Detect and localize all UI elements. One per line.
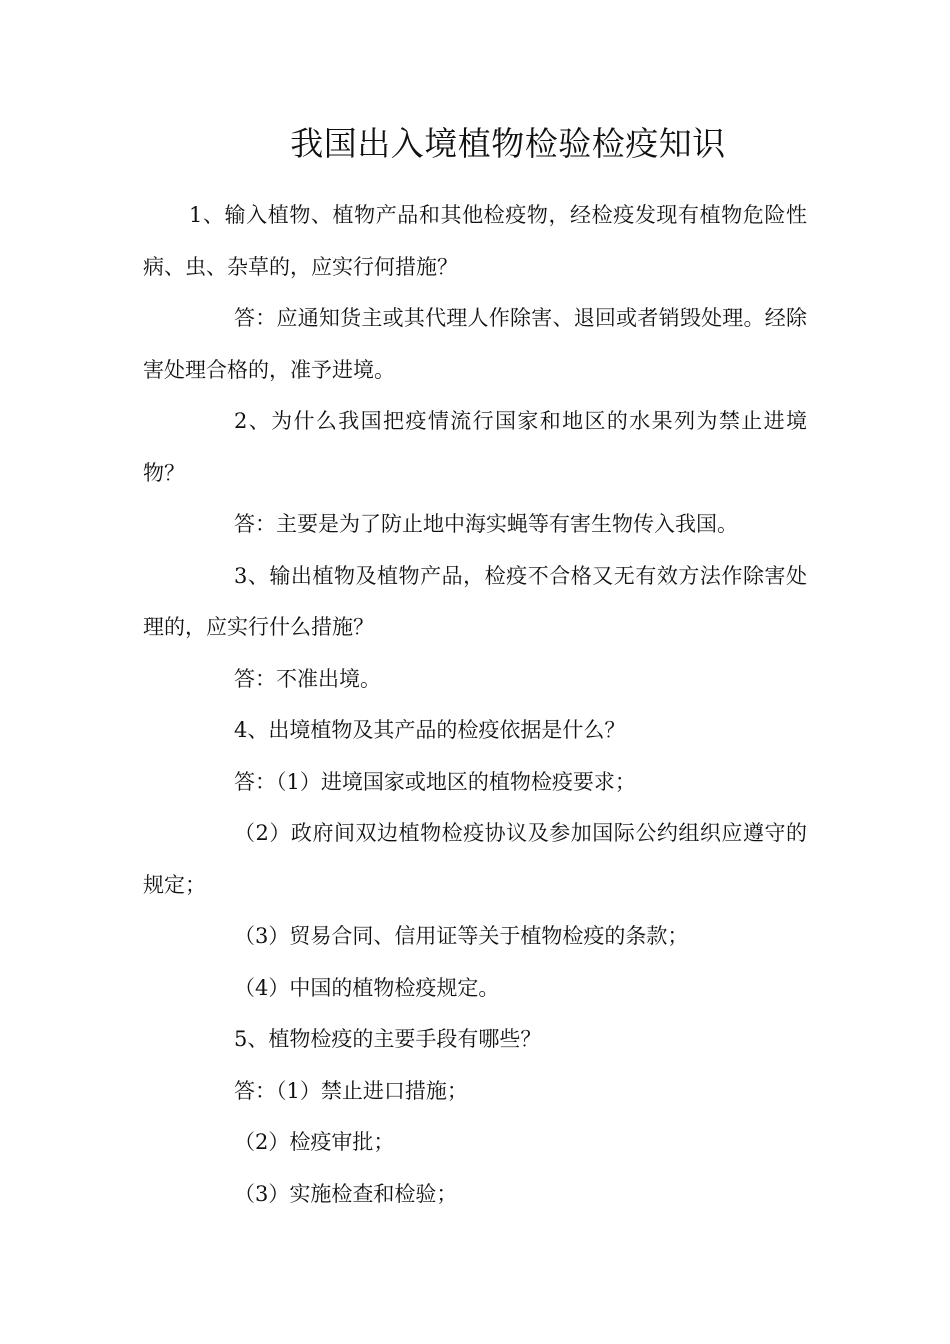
document-title: 我国出入境植物检验检疫知识 <box>290 124 726 163</box>
answer-4-item-4: （4）中国的植物检疫规定。 <box>234 975 500 1000</box>
answer-4-item-2: （2）政府间双边植物检疫协议及参加国际公约组织应遵守的规定； <box>143 821 807 897</box>
question-4: 4、出境植物及其产品的检疫依据是什么？ <box>234 718 626 742</box>
question-2: 2、为什么我国把疫情流行国家和地区的水果列为禁止进境物？ <box>143 409 807 485</box>
answer-5-item-3: （3）实施检查和检验； <box>234 1181 458 1206</box>
question-1: 1、输入植物、植物产品和其他检疫物，经检疫发现有植物危险性病、虫、杂草的，应实行何措施？ <box>143 203 807 279</box>
answer-4-item-3: （3）贸易合同、信用证等关于植物检疫的条款； <box>234 924 689 948</box>
question-5: 5、植物检疫的主要手段有哪些？ <box>234 1027 542 1051</box>
answer-2: 答：主要是为了防止地中海实蝇等有害生物传入我国。 <box>234 512 738 536</box>
answer-1: 答：应通知货主或其代理人作除害、退回或者销毁处理。经除害处理合格的，准予进境。 <box>143 306 807 382</box>
answer-5-item-1: 答：（1）禁止进口措施； <box>234 1078 468 1103</box>
answer-5-item-2: （2）检疫审批； <box>234 1130 395 1154</box>
answer-4-item-1: 答：（1）进境国家或地区的植物检疫要求； <box>234 769 636 794</box>
answer-3: 答：不准出境。 <box>234 666 381 691</box>
question-3: 3、输出植物及植物产品，检疫不合格又无有效方法作除害处理的，应实行什么措施？ <box>143 563 807 639</box>
document-body <box>143 190 807 1220</box>
